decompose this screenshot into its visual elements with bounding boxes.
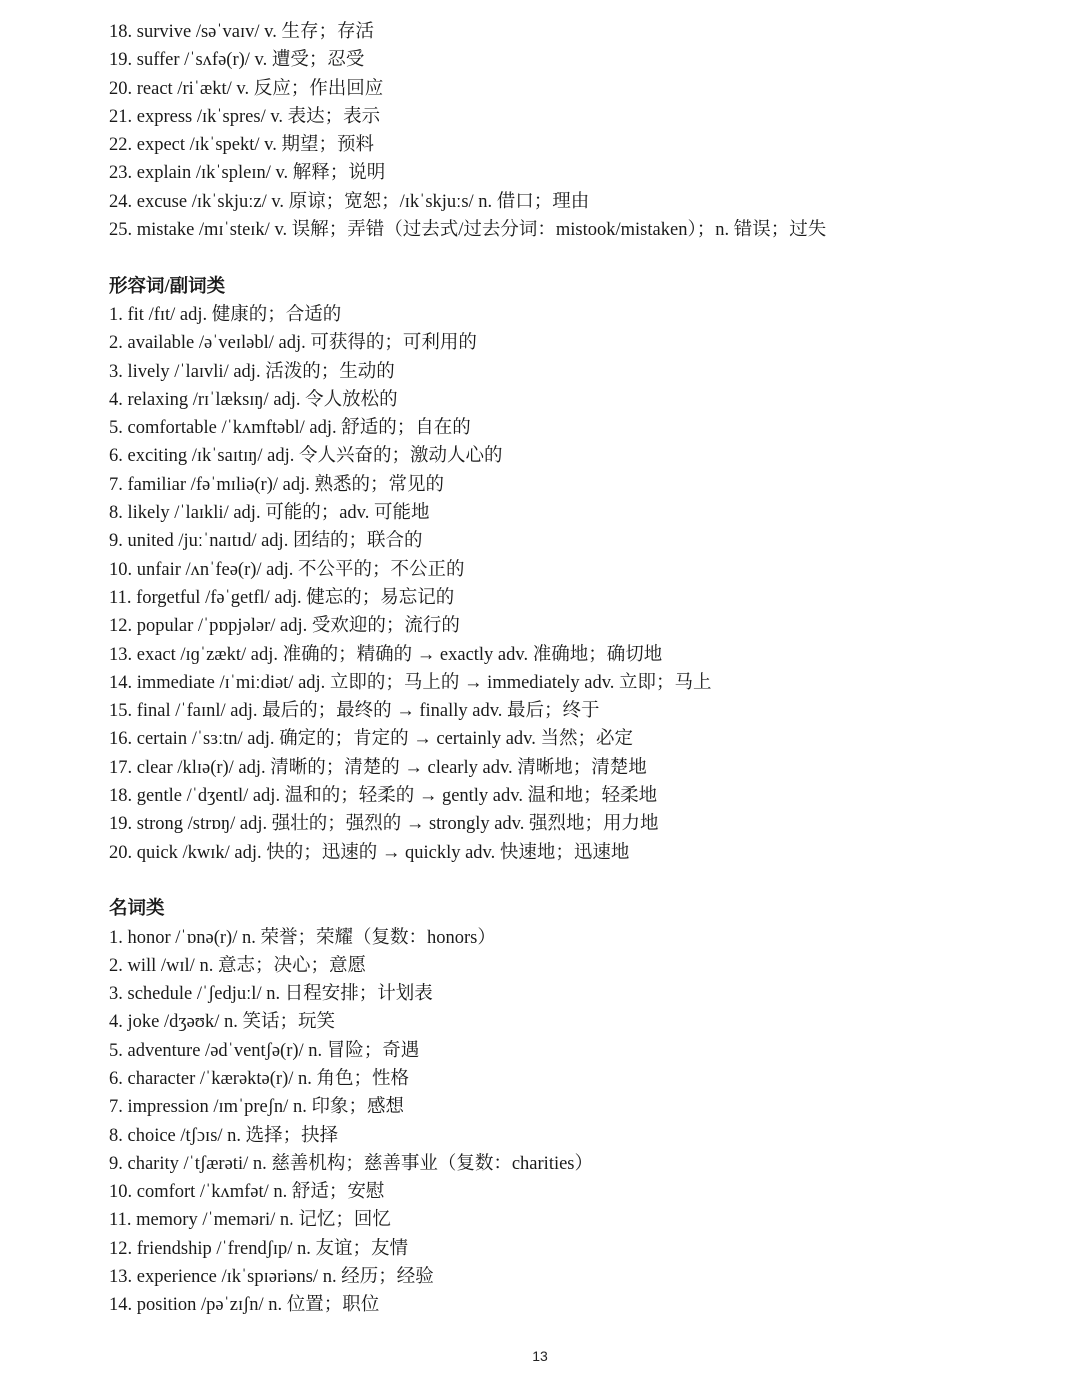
section-heading: 形容词/副词类 <box>109 276 226 297</box>
list-item: 5. adventure /ədˈventʃə(r)/ n. 冒险；奇遇 <box>109 1040 420 1061</box>
list-item: 15. final /ˈfaɪnl/ adj. 最后的；最终的 → finally adv. 最后；终于 <box>109 701 600 722</box>
list-item: 19. suffer /ˈsʌfə(r)/ v. 遭受；忍受 <box>109 50 365 71</box>
list-item: 9. charity /ˈtʃærəti/ n. 慈善机构；慈善事业（复数：charities） <box>109 1153 594 1174</box>
list-item: 20. react /riˈækt/ v. 反应；作出回应 <box>109 78 384 99</box>
list-item: 2. will /wɪl/ n. 意志；决心；意愿 <box>109 955 366 976</box>
section-spacer <box>109 867 1049 895</box>
list-item: 24. excuse /ɪkˈskjuːz/ v. 原谅；宽恕；/ɪkˈskjuːs/ n. 借口；理由 <box>109 191 590 212</box>
section-heading: 名词类 <box>109 899 165 920</box>
list-item: 13. exact /ɪɡˈzækt/ adj. 准确的；精确的 → exactly adv. 准确地；确切地 <box>109 644 663 665</box>
list-item: 18. gentle /ˈdʒentl/ adj. 温和的；轻柔的 → gently adv. 温和地；轻柔地 <box>109 786 658 807</box>
list-item: 1. fit /fɪt/ adj. 健康的；合适的 <box>109 304 342 325</box>
list-item: 10. comfort /ˈkʌmfət/ n. 舒适；安慰 <box>109 1182 385 1203</box>
list-item: 19. strong /strɒŋ/ adj. 强壮的；强烈的 → strongly adv. 强烈地；用力地 <box>109 814 659 835</box>
list-item: 22. expect /ɪkˈspekt/ v. 期望；预料 <box>109 135 374 156</box>
list-item: 23. explain /ɪkˈspleɪn/ v. 解释；说明 <box>109 163 386 184</box>
list-item: 14. position /pəˈzɪʃn/ n. 位置；职位 <box>109 1295 380 1316</box>
list-item: 5. comfortable /ˈkʌmftəbl/ adj. 舒适的；自在的 <box>109 418 471 439</box>
list-item: 20. quick /kwɪk/ adj. 快的；迅速的 → quickly adv. 快速地；迅速地 <box>109 842 630 863</box>
list-item: 25. mistake /mɪˈsteɪk/ v. 误解；弄错（过去式/过去分词：mistook/mistaken）；n. 错误；过失 <box>109 220 827 241</box>
list-item: 12. friendship /ˈfrendʃɪp/ n. 友谊；友情 <box>109 1238 409 1259</box>
list-item: 12. popular /ˈpɒpjələr/ adj. 受欢迎的；流行的 <box>109 616 460 637</box>
list-item: 9. united /juːˈnaɪtɪd/ adj. 团结的；联合的 <box>109 531 423 552</box>
list-item: 8. likely /ˈlaɪkli/ adj. 可能的；adv. 可能地 <box>109 503 430 524</box>
list-item: 2. available /əˈveɪləbl/ adj. 可获得的；可利用的 <box>109 333 477 354</box>
list-item: 4. joke /dʒəʊk/ n. 笑话；玩笑 <box>109 1012 335 1033</box>
list-item: 11. forgetful /fəˈgetfl/ adj. 健忘的；易忘记的 <box>109 587 455 608</box>
noun-section <box>109 895 1049 1319</box>
list-item: 6. character /ˈkærəktə(r)/ n. 角色；性格 <box>109 1068 410 1089</box>
section-spacer <box>109 244 1049 272</box>
adjective-adverb-section <box>109 273 1049 867</box>
list-item: 7. familiar /fəˈmɪliə(r)/ adj. 熟悉的；常见的 <box>109 474 444 495</box>
list-item: 17. clear /klɪə(r)/ adj. 清晰的；清楚的 → clearly adv. 清晰地；清楚地 <box>109 757 647 778</box>
list-item: 3. lively /ˈlaɪvli/ adj. 活泼的；生动的 <box>109 361 395 382</box>
list-item: 11. memory /ˈmeməri/ n. 记忆；回忆 <box>109 1210 391 1231</box>
list-item: 8. choice /tʃɔɪs/ n. 选择；抉择 <box>109 1125 339 1146</box>
list-item: 14. immediate /ɪˈmiːdiət/ adj. 立即的；马上的 → immediately adv. 立即；马上 <box>109 672 712 693</box>
list-item: 16. certain /ˈsɜːtn/ adj. 确定的；肯定的 → certainly adv. 当然；必定 <box>109 729 633 750</box>
vocabulary-list <box>109 18 1049 1320</box>
list-item: 4. relaxing /rɪˈlæksɪŋ/ adj. 令人放松的 <box>109 389 398 410</box>
list-item: 21. express /ɪkˈspres/ v. 表达；表示 <box>109 106 381 127</box>
list-item: 13. experience /ɪkˈspɪəriəns/ n. 经历；经验 <box>109 1267 434 1288</box>
list-item: 18. survive /səˈvaɪv/ v. 生存；存活 <box>109 22 374 42</box>
verb-list-continued <box>109 18 1049 244</box>
list-item: 1. honor /ˈɒnə(r)/ n. 荣誉；荣耀（复数：honors） <box>109 927 496 948</box>
list-item: 10. unfair /ʌnˈfeə(r)/ adj. 不公平的；不公正的 <box>109 559 465 580</box>
list-item: 6. exciting /ɪkˈsaɪtɪŋ/ adj. 令人兴奋的；激动人心的 <box>109 446 503 467</box>
list-item: 3. schedule /ˈʃedjuːl/ n. 日程安排；计划表 <box>109 984 433 1005</box>
list-item: 7. impression /ɪmˈpreʃn/ n. 印象；感想 <box>109 1097 404 1118</box>
page-number: 13 <box>532 1348 548 1364</box>
